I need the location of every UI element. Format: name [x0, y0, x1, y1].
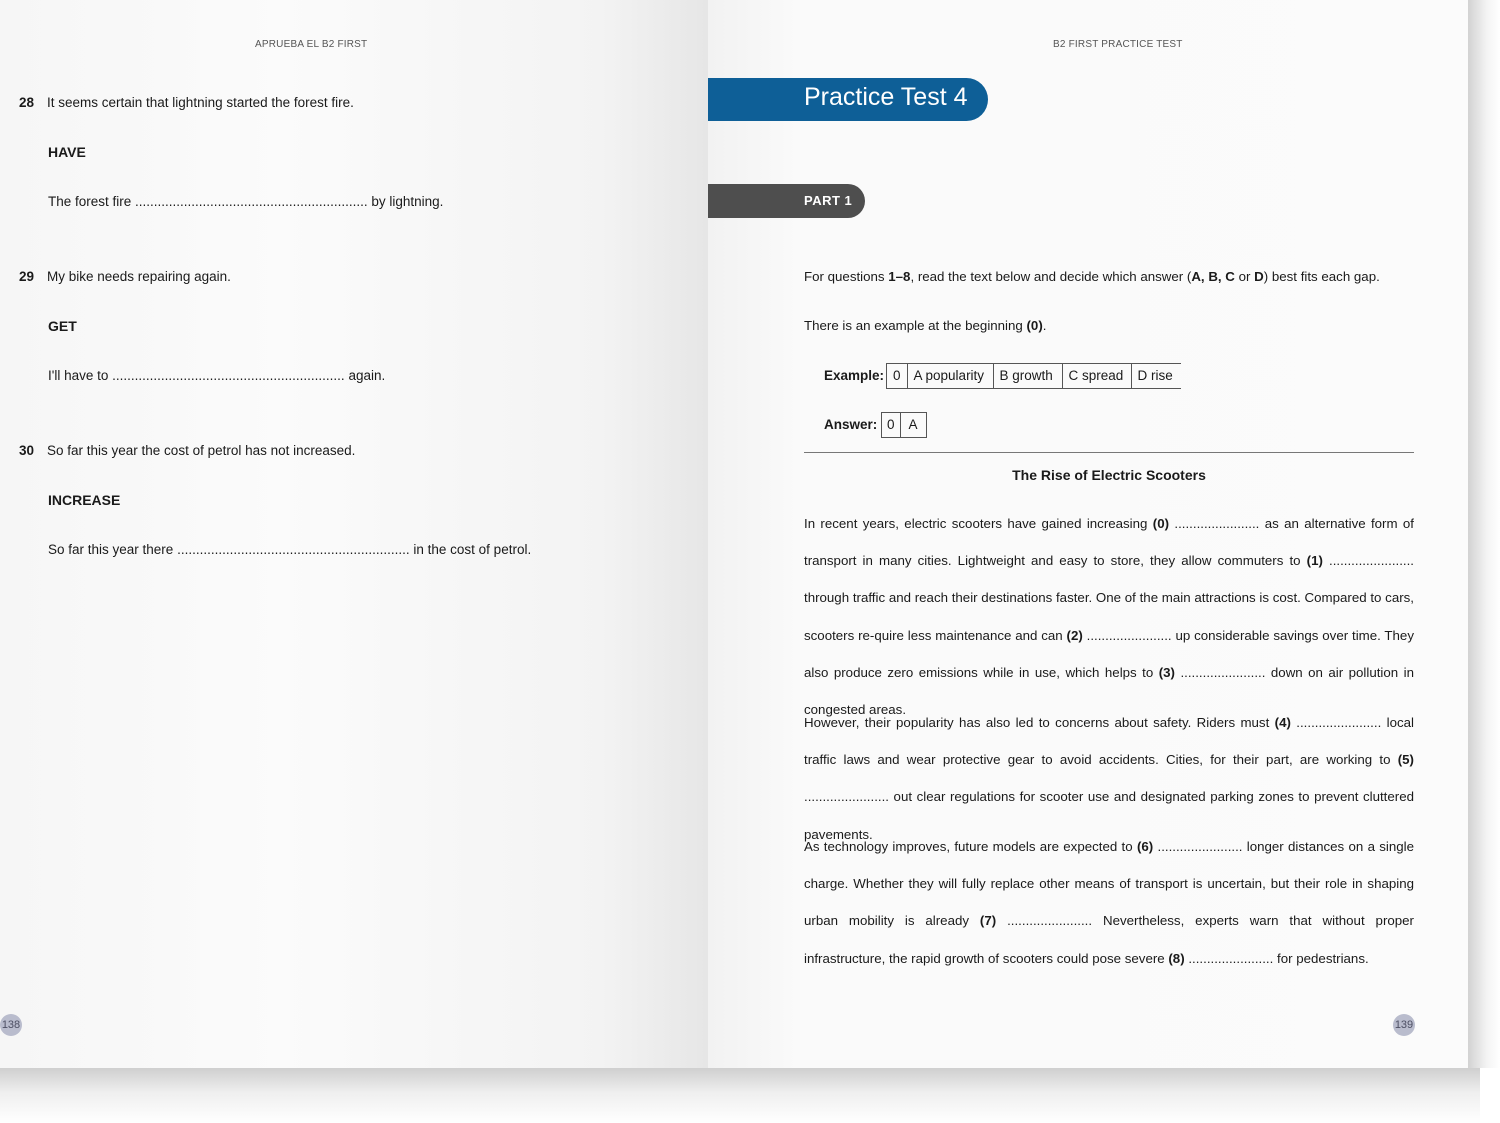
keyword: HAVE [48, 144, 86, 160]
paragraph-text: through traffic and reach their destinations faster. One of the main attractions is cost. Compared to cars, scooters re-quire less maintenance and can [804, 590, 1414, 643]
paragraph-text: However, their popularity has also led to concerns about safety. Riders must [804, 715, 1275, 730]
paragraph-text: as an alternative form of transport in many cities. Lightweight and easy to store, they allow commuters to [804, 516, 1414, 569]
gap-number: (1) [1306, 553, 1323, 569]
paragraph-text: out clear regulations for scooter use and designated parking zones to prevent cluttered pavements. [804, 789, 1414, 842]
example-label: Example: [824, 368, 885, 383]
answer-line-start: The forest fire [48, 194, 132, 209]
answer-box [881, 412, 927, 438]
answer-line-end: again. [348, 368, 386, 383]
answer-line [48, 368, 385, 383]
divider [804, 452, 1414, 453]
gap-number: (2) [1066, 627, 1083, 643]
question-sentence: My bike needs repairing again. [47, 269, 231, 284]
paragraph-text: As technology improves, future models are expected to [804, 839, 1137, 854]
example-option-a[interactable]: A popularity [907, 364, 993, 388]
gap-field[interactable]: ....................... [1174, 516, 1260, 531]
gap-number: (6) [1136, 839, 1154, 854]
left-page [0, 0, 708, 1068]
example-note [804, 318, 1046, 333]
answer-line [48, 194, 443, 209]
question-number: 30 [19, 443, 35, 458]
gap-number: (8) [1168, 950, 1185, 966]
example-note-text: There is an example at the beginning [804, 318, 1027, 333]
paragraph-text: down on air pollution in congested areas. [804, 664, 1414, 718]
gap-field[interactable]: ....................... [804, 789, 889, 805]
answer-letter: A [900, 413, 926, 437]
paragraph [804, 505, 1414, 728]
gap-number: (4) [1274, 715, 1291, 730]
instructions [804, 269, 1380, 284]
gap-number: (0) [1152, 516, 1170, 531]
example-option-c[interactable]: C spread [1062, 364, 1131, 388]
gap-field[interactable]: ....................... [1329, 553, 1414, 569]
answer-line-end: in the cost of petrol. [413, 542, 532, 557]
example-number: 0 [886, 364, 907, 388]
example-note-text: . [1042, 318, 1047, 333]
example-note-number: (0) [1026, 318, 1043, 333]
answer-gap[interactable]: .............................................................. [112, 368, 345, 383]
gap-field[interactable]: ....................... [1180, 664, 1266, 680]
instructions-text: , read the text below and decide which answer ( [910, 269, 1192, 284]
gap-number: (3) [1158, 664, 1175, 680]
option-letters: A, B, C [1191, 269, 1235, 284]
example-options [886, 363, 1181, 389]
answer-line [48, 542, 531, 557]
page-shadow [1468, 0, 1500, 1068]
part-label: PART 1 [804, 193, 853, 208]
answer-gap[interactable]: .............................................................. [135, 194, 368, 209]
answer-gap[interactable]: .............................................................. [177, 542, 410, 557]
gap-number: (5) [1397, 752, 1414, 768]
gap-number: (7) [979, 913, 997, 929]
keyword: GET [48, 318, 77, 334]
running-head: B2 FIRST PRACTICE TEST [1053, 39, 1183, 50]
page-number: 138 [0, 1014, 22, 1036]
gap-field[interactable]: ....................... [1157, 839, 1243, 854]
page-title: Practice Test 4 [804, 83, 968, 111]
paragraph-text: up considerable savings over time. They also produce zero emissions while in use, which helps to [804, 627, 1414, 680]
question-sentence: So far this year the cost of petrol has not increased. [47, 443, 356, 458]
article-title: The Rise of Electric Scooters [1012, 467, 1206, 483]
question-range: 1–8 [888, 269, 911, 284]
example-option-b[interactable]: B growth [993, 364, 1062, 388]
keyword: INCREASE [48, 492, 121, 508]
question-number: 28 [19, 95, 35, 110]
answer-line-start: I'll have to [48, 368, 109, 383]
gap-field[interactable]: ....................... [1086, 627, 1172, 643]
answer-line-start: So far this year there [48, 542, 174, 557]
paragraph-text: for pedestrians. [1273, 950, 1369, 966]
answer-line-end: by lightning. [371, 194, 444, 209]
instructions-text: or [1234, 269, 1255, 284]
instructions-text: ) best fits each gap. [1263, 269, 1380, 284]
running-head: APRUEBA EL B2 FIRST [255, 39, 368, 50]
gap-field[interactable]: ....................... [1007, 913, 1093, 929]
paragraph-text: Nevertheless, experts warn that without proper infrastructure, the rapid growth of scooters could pose severe [804, 913, 1414, 966]
option-letter-d: D [1254, 269, 1264, 284]
paragraph-text: longer distances on a single charge. Whether they will fully replace other means of transport is uncertain, but their role in shaping urban mobility is already [804, 839, 1414, 929]
gap-field[interactable]: ....................... [1296, 715, 1382, 730]
page-number: 139 [1393, 1014, 1415, 1036]
question-sentence: It seems certain that lightning started the forest fire. [47, 95, 354, 110]
paragraph-text: local traffic laws and wear protective gear to avoid accidents. Cities, for their part, are working to [804, 715, 1414, 768]
paragraph-text: In recent years, electric scooters have gained increasing [804, 516, 1153, 531]
example-option-d[interactable]: D rise [1131, 364, 1181, 388]
instructions-text: For questions [804, 269, 889, 284]
paragraph [804, 828, 1414, 977]
page-shadow [0, 1068, 1480, 1123]
gap-field[interactable]: ....................... [1188, 950, 1274, 966]
answer-label: Answer: [824, 417, 878, 432]
question-number: 29 [19, 269, 35, 284]
answer-number: 0 [881, 413, 900, 437]
